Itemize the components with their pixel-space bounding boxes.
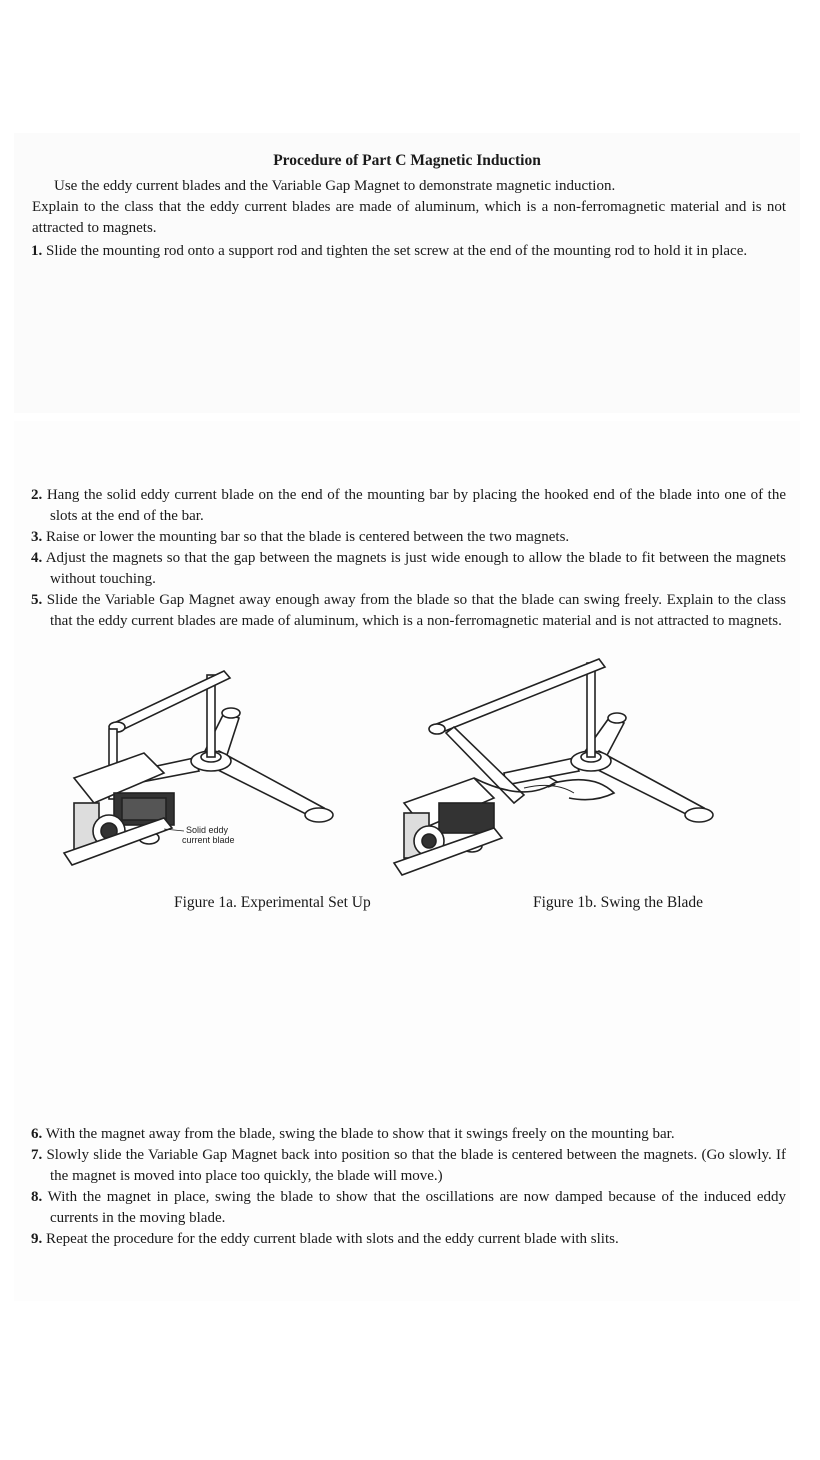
step-6: 6. With the magnet away from the blade, swing the blade to show that it swings freely on the mounting bar. xyxy=(31,1126,675,1142)
blade-label-line-1: Solid eddy xyxy=(186,825,229,835)
figure-1a-caption: Figure 1a. Experimental Set Up xyxy=(174,894,371,911)
step-4: 4. Adjust the magnets so that the gap between the magnets is just wide enough to allow the blade to fit between the magnets without touching. xyxy=(31,550,786,587)
page-title: Procedure of Part C Magnetic Induction xyxy=(273,152,541,169)
steps-block-3 xyxy=(14,1124,786,1250)
steps-block-1 xyxy=(14,241,786,262)
figure-1b-caption: Figure 1b. Swing the Blade xyxy=(533,894,704,911)
step-5: 5. Slide the Variable Gap Magnet away enough away from the blade so that the blade can swing freely. Explain to the class that the eddy current blades are made of aluminum, which is a non-ferromagnetic material and is not attracted to magnets. xyxy=(31,592,786,629)
page-section-1 xyxy=(14,133,800,413)
intro-line-2: Explain to the class that the eddy current blades are made of aluminum, which is a non-ferromagnetic material and is not attracted to magnets. xyxy=(32,199,786,236)
intro-line-1: Use the eddy current blades and the Variable Gap Magnet to demonstrate magnetic induction. xyxy=(54,178,616,194)
apparatus-figure xyxy=(54,653,774,883)
step-7: 7. Slowly slide the Variable Gap Magnet back into position so that the blade is centered between the magnets. (Go slowly. If the magnet is moved into place too quickly, the blade will move.) xyxy=(31,1147,786,1184)
blade-label-line-2: current blade xyxy=(182,835,235,845)
page-section-2 xyxy=(14,421,800,1301)
intro xyxy=(32,176,786,239)
figure-1b-illustration xyxy=(394,659,713,875)
step-3: 3. Raise or lower the mounting bar so that the blade is centered between the two magnets. xyxy=(31,529,570,545)
steps-block-2 xyxy=(14,485,786,632)
step-1: 1. Slide the mounting rod onto a support rod and tighten the set screw at the end of the mounting rod to hold it in place. xyxy=(31,243,748,259)
step-9: 9. Repeat the procedure for the eddy current blade with slots and the eddy current blade with slits. xyxy=(31,1231,619,1247)
step-2: 2. Hang the solid eddy current blade on the end of the mounting bar by placing the hooked end of the blade into one of the slots at the end of the bar. xyxy=(31,487,787,524)
step-8: 8. With the magnet in place, swing the blade to show that the oscillations are now damped because of the induced eddy currents in the moving blade. xyxy=(31,1189,787,1226)
